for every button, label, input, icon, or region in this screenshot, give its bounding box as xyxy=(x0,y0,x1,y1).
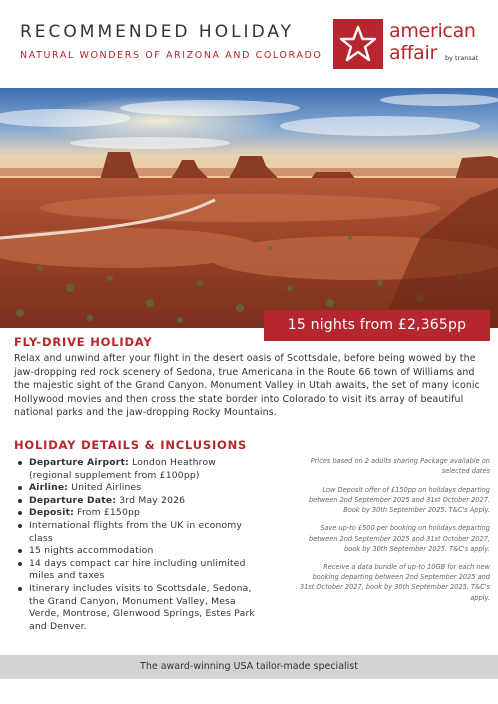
terms-note: Receive a data bundle of up-to 10GB for each new booking departing between 2nd September 2025 and 31st October 2027, book by 30th September 2025. T&C's apply. xyxy=(299,563,490,602)
page-title: RECOMMENDED HOLIDAY xyxy=(20,22,295,42)
detail-text: 14 days compact car hire including unlimited miles and taxes xyxy=(29,557,246,582)
terms-note: Low Deposit offer of £150pp on holidays departing between 2nd September 2025 and 31st October 2027. Book by 30th September 2025. T&C's Apply. xyxy=(308,485,490,514)
brand-logo[interactable] xyxy=(333,19,483,69)
logo-text-by: by transat xyxy=(445,54,479,62)
detail-item xyxy=(16,495,260,508)
logo-mark xyxy=(333,19,383,69)
bullet-icon xyxy=(18,511,22,515)
bullet-icon xyxy=(18,587,22,591)
detail-label: Airline: xyxy=(29,482,69,494)
star-icon xyxy=(338,24,378,64)
detail-text: 15 nights accommodation xyxy=(29,545,154,557)
detail-label: Departure Airport: xyxy=(29,457,129,468)
fly-drive-heading: FLY-DRIVE HOLIDAY xyxy=(14,335,153,349)
bullet-icon xyxy=(18,549,22,553)
detail-label: Departure Date: xyxy=(29,494,117,506)
bullet-icon xyxy=(18,524,22,528)
logo-text-affair: affair xyxy=(389,42,437,64)
detail-text: London Heathrow (regional supplement from £100pp) xyxy=(29,457,216,481)
details-list xyxy=(16,457,260,633)
page-subtitle: NATURAL WONDERS OF ARIZONA AND COLORADO xyxy=(20,50,323,61)
logo-text-american: american xyxy=(389,20,476,42)
detail-text: 3rd May 2026 xyxy=(116,494,186,506)
detail-text: From £150pp xyxy=(74,507,141,519)
details-heading: HOLIDAY DETAILS & INCLUSIONS xyxy=(14,438,248,452)
detail-item xyxy=(16,457,260,482)
details-list-container xyxy=(16,457,260,633)
bullet-icon xyxy=(18,562,22,566)
detail-item xyxy=(16,545,260,558)
hero-image xyxy=(0,88,498,328)
terms-note: Save up-to £500 per booking on holidays departing between 2nd September 2025 and 31st October 2027, book by 30th September 2025. T&C's apply. xyxy=(308,524,490,553)
detail-text: United Airlines xyxy=(68,482,142,494)
price-badge: 15 nights from £2,365pp xyxy=(264,310,490,341)
bullet-icon xyxy=(18,486,22,490)
detail-text: Itinerary includes visits to Scottsdale, Sedona, the Grand Canyon, Monument Valley, Mesa Verde, Montrose, Glenwood Springs, Estes Park and Denver. xyxy=(29,582,255,632)
bullet-icon xyxy=(18,461,22,465)
page-header xyxy=(0,0,498,88)
monument-valley-photo xyxy=(0,88,498,328)
terms-note: Prices based on 2 adults sharing Package available on selected dates xyxy=(310,457,490,476)
detail-label: Deposit: xyxy=(29,507,75,519)
intro-paragraph: Relax and unwind after your flight in the desert oasis of Scottsdale, before being wowed by the jaw-dropping red rock scenery of Sedona, true Americana in the Route 66 town of Williams and the majestic sight of the Grand Canyon. Monument Valley in Utah awaits, the set of many iconic Hollywood movies and then cross the state border into Colorado to visit its array of beautiful national parks and the jaw-dropping Rocky Mountains. xyxy=(14,353,480,419)
detail-item xyxy=(16,482,260,495)
detail-item xyxy=(16,507,260,520)
detail-item xyxy=(16,583,260,633)
detail-text: International flights from the UK in economy class xyxy=(29,519,243,544)
footer-banner: The award-winning USA tailor-made specialist xyxy=(0,655,498,679)
detail-item xyxy=(16,558,260,583)
terms-notes xyxy=(298,456,490,611)
detail-item xyxy=(16,520,260,545)
bullet-icon xyxy=(18,499,22,503)
